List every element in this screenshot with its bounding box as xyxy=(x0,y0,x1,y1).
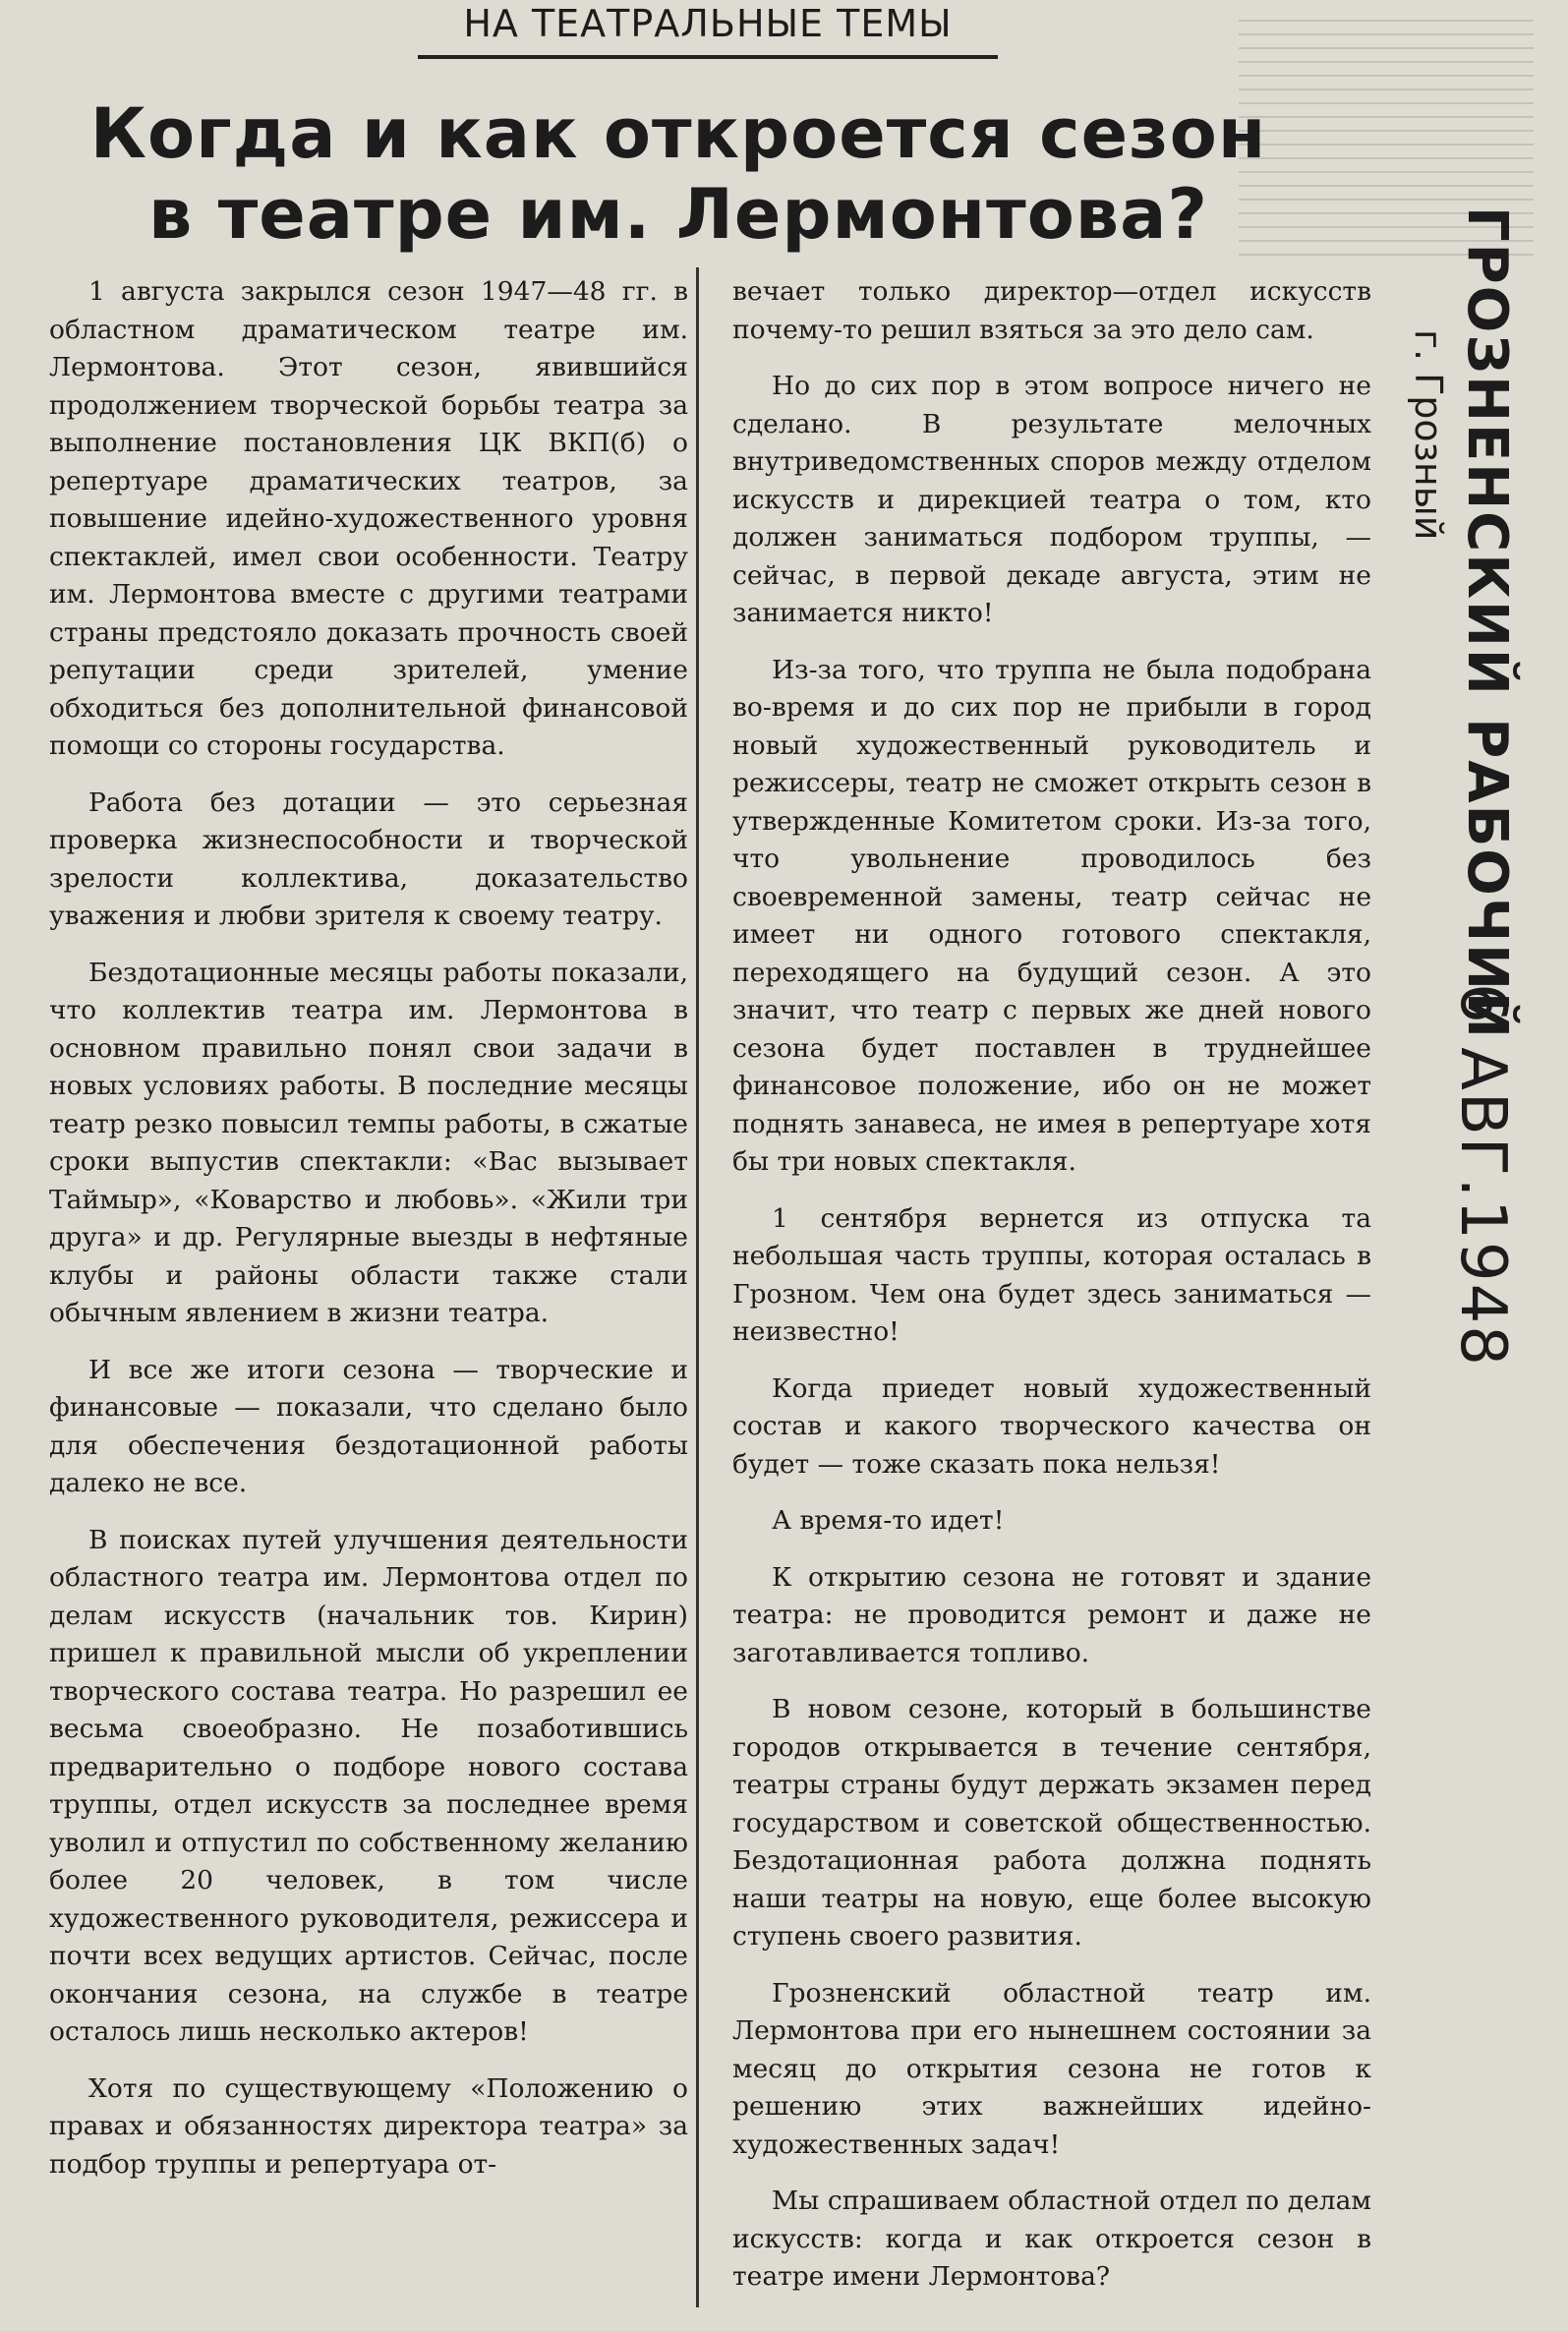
paragraph: Работа без дотации — это серьезная проверка жизнеспособности и творческой зрелости коллектива, доказательство уважения и любви зрителя к своему театру. xyxy=(49,787,688,931)
paragraph: Грозненский областной театр им. Лермонтова при его нынешнем состоянии за месяц до открытия сезона не готов к решению этих важнейших идейно-художественных задач! xyxy=(732,1977,1371,2160)
city-stamp: г. Грозный xyxy=(1407,329,1450,541)
paragraph: В поисках путей улучшения деятельности областного театра им. Лермонтова отдел по делам искусств (начальник тов. Кирин) пришел к правильной мысли об укреплении творческого состава театра. Но разрешил ее весьма своеобразно. Не позаботившись предварительно о подборе нового состава труппы, отдел искусств за последнее время уволил и отпустил по собственному желанию более 20 человек, в том числе художественного руководителя, режиссера и почти всех ведущих артистов. Сейчас, после окончания сезона, на службе в театре осталось лишь несколько актеров! xyxy=(49,1524,688,2047)
paragraph: В новом сезоне, который в большинстве городов открывается в течение сентября, театры страны будут держать экзамен перед государством и советской общественностью. Бездотационная работа должна поднять наши театры на новую, еще более высокую ступень своего развития. xyxy=(732,1694,1371,1952)
paragraph: Когда приедет новый художественный состав и какого творческого качества он будет — тоже сказать пока нельзя! xyxy=(732,1372,1371,1480)
paragraph: К открытию сезона не готовят и здание театра: не проводится ремонт и даже не заготавливается топливо. xyxy=(732,1561,1371,1668)
section-rubric: НА ТЕАТРАЛЬНЫЕ ТЕМЫ xyxy=(418,2,998,59)
paragraph: Мы спрашиваем областной отдел по делам искусств: когда и как откроется сезон в театре имени Лермонтова? xyxy=(732,2185,1371,2292)
paragraph: Но до сих пор в этом вопросе ничего не сделано. В результате мелочных внутриведомственных споров между отделом искусств и дирекцией театра о том, кто должен заниматься подбором труппы, — сейчас, в первой декаде августа, этим не занимается никто! xyxy=(732,371,1371,628)
column-divider xyxy=(696,267,699,2307)
paragraph: И все же итоги сезона — творческие и финансовые — показали, что сделано было для обеспечения бездотационной работы далеко не все. xyxy=(49,1354,688,1498)
paragraph: 1 августа закрылся сезон 1947—48 гг. в областном драматическом театре им. Лермонтова. Этот сезон, явившийся продолжением творческой борьбы театра за выполнение постановления ЦК ВКП(б) о репертуаре драматических театров, за повышение идейно-художественного уровня спектаклей, имел свои особенности. Театру им. Лермонтова вместе с другими театрами страны предстояло доказать прочность своей репутации среди зрителей, умение обходиться без дополнительной финансовой помощи со стороны государства. xyxy=(49,276,688,761)
paragraph: А время-то идет! xyxy=(772,1505,1005,1536)
headline-line-2: в театре им. Лермонтова? xyxy=(148,174,1208,255)
article-column-1 xyxy=(49,273,688,2202)
newspaper-name-stamp: ГРОЗНЕНСКИЙ РАБОЧИЙ xyxy=(1455,206,1519,1040)
article-column-2 xyxy=(732,273,1371,2315)
paragraph: Хотя по существующему «Положению о правах и обязанностях директора театра» за подбор труппы и репертуара от- xyxy=(49,2072,688,2180)
article-headline xyxy=(88,93,1268,255)
headline-line-1: Когда и как откроется сезон xyxy=(89,93,1267,174)
paragraph: Из-за того, что труппа не была подобрана во-время и до сих пор не прибыли в город новый художественный руководитель и режиссеры, театр не сможет открыть сезон в утвержденные Комитетом сроки. Из-за того, что увольнение проводилось без своевременной замены, театр сейчас не имеет ни одного готового спектакля, переходящего на будущий сезон. А это значит, что театр с первых же дней нового сезона будет поставлен в труднейшее финансовое положение, ибо он не может поднять занавеса, не имея в репертуаре хотя бы три новых спектакля. xyxy=(732,654,1371,1177)
date-stamp: 6 АВГ.1948 xyxy=(1446,983,1519,1368)
paragraph: Бездотационные месяцы работы показали, что коллектив театра им. Лермонтова в основном правильно понял свои задачи в новых условиях работы. В последние месяцы театр резко повысил темпы работы, в сжатые сроки выпустив спектакли: «Вас вызывает Таймыр», «Коварство и любовь». «Жили три друга» и др. Регулярные выезды в нефтяные клубы и районы области также стали обычным явлением в жизни театра. xyxy=(49,957,688,1328)
paragraph: 1 сентября вернется из отпуска та небольшая часть труппы, которая осталась в Грозном. Чем она будет здесь заниматься — неизвестно! xyxy=(732,1202,1371,1347)
paragraph: вечает только директор—отдел искусств почему-то решил взяться за это дело сам. xyxy=(732,276,1371,345)
